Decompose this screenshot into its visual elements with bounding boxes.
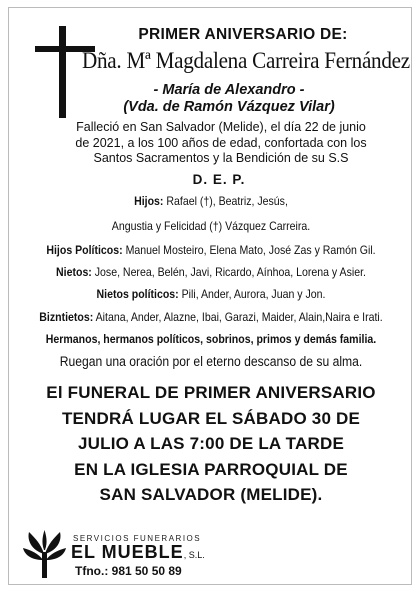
hermanos-line — [39, 332, 384, 346]
hijos-politicos-label: Hijos Políticos: — [46, 243, 123, 257]
widow-of: (Vda. de Ramón Vázquez Vilar) — [123, 99, 335, 115]
nietos-line — [39, 265, 384, 279]
logo-brand-suffix: , S.L. — [183, 550, 205, 560]
anniversary-title: PRIMER ANIVERSARIO DE: — [138, 26, 348, 43]
deceased-alias: - María de Alexandro - — [153, 82, 305, 98]
tree-icon — [21, 530, 69, 580]
bisnietos-label: Bizntietos: — [39, 310, 94, 324]
nietos-politicos-label: Nietos políticos: — [96, 287, 179, 301]
nietos-label: Nietos: — [56, 265, 92, 279]
funeral-home-logo — [21, 528, 221, 584]
deceased-name: Dña. Mª Magdalena Carreira Fernández — [82, 48, 410, 74]
funeral-line-4: EN LA IGLESIA PARROQUIAL DE — [74, 459, 348, 479]
hijos-line — [39, 194, 384, 208]
funeral-line-1: El FUNERAL DE PRIMER ANIVERSARIO — [46, 383, 376, 402]
funeral-line-3: JULIO A LAS 7:00 DE LA TARDE — [78, 434, 344, 453]
logo-services-text: SERVICIOS FUNERARIOS — [73, 534, 202, 543]
bisnietos-line — [39, 310, 384, 324]
hijos-politicos-names: Manuel Mosteiro, Elena Mato, José Zas y Ramón Gil. — [122, 243, 376, 257]
death-notice-paragraph — [71, 120, 371, 167]
closing-prayer: Ruegan una oración por el eterno descanso de su alma. — [59, 354, 363, 369]
notice-line-3: Santos Sacramentos y la Bendición de su S.S — [93, 151, 349, 165]
logo-brand — [71, 542, 205, 563]
nietos-politicos-names: Pili, Ander, Aurora, Juan y Jon. — [178, 287, 326, 301]
hijos-politicos-line — [39, 243, 384, 257]
hijos-line-2 — [39, 219, 384, 233]
hermanos-text: Hermanos, hermanos políticos, sobrinos, primos y demás familia. — [45, 332, 377, 346]
nietos-politicos-line — [39, 287, 384, 301]
hijos-names-1: Rafael (†), Beatriz, Jesús, — [163, 194, 288, 208]
hijos-names-2: Angustia y Felicidad (†) Vázquez Carreira. — [111, 219, 311, 233]
logo-phone: Tfno.: 981 50 50 89 — [75, 564, 182, 578]
dep-heading: D. E. P. — [192, 172, 246, 187]
nietos-names: Jose, Nerea, Belén, Javi, Ricardo, Aínhoa, Lorena y Asier. — [91, 265, 366, 279]
notice-line-2: de 2021, a los 100 años de edad, confortada con los — [75, 135, 367, 150]
obituary-card — [8, 7, 412, 585]
hijos-label: Hijos: — [134, 194, 164, 208]
notice-line-1: Falleció en San Salvador (Melide), el día 22 de junio — [76, 120, 366, 134]
bisnietos-names: Aitana, Ander, Alazne, Ibai, Garazi, Maider, Alain,Naira e Irati. — [93, 310, 383, 324]
funeral-announcement — [19, 380, 403, 508]
funeral-line-5: SAN SALVADOR (MELIDE). — [99, 485, 323, 504]
funeral-line-2: TENDRÁ LUGAR EL SÁBADO 30 DE — [61, 408, 361, 428]
logo-brand-name: EL MUEBLE — [71, 542, 184, 562]
